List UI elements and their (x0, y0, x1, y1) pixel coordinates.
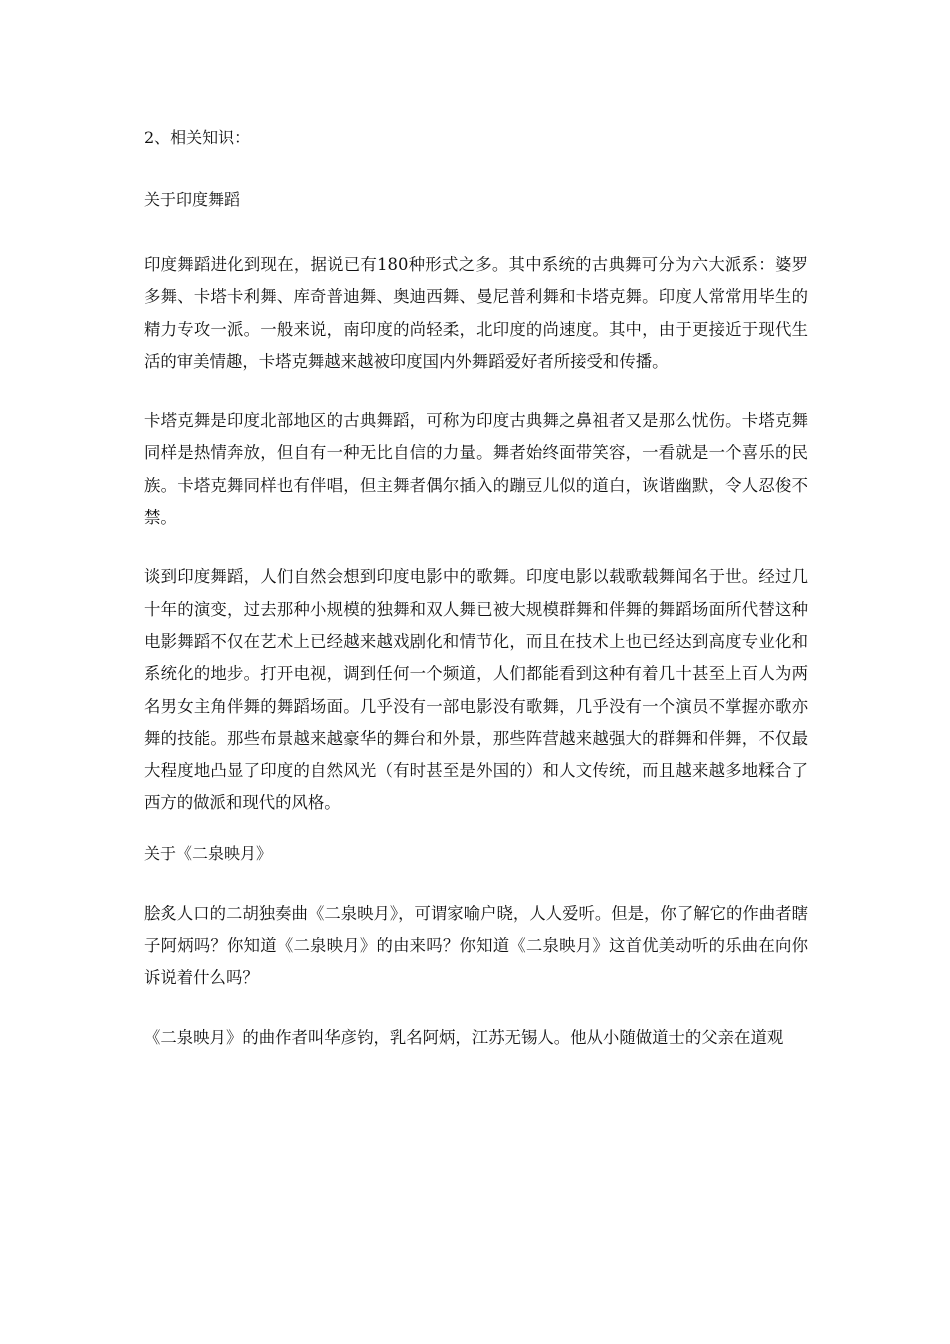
erquan-heading: 关于《二泉映月》 (144, 843, 273, 863)
erquan-paragraph-1: 脍炙人口的二胡独奏曲《二泉映月》，可谓家喻户晓，人人爱听。但是，你了解它的作曲者瞎子阿炳吗？你知道《二泉映月》的由来吗？你知道《二泉映月》这首优美动听的乐曲在向你诉说着什么吗？ (144, 903, 808, 988)
indian-dance-heading: 关于印度舞蹈 (144, 190, 241, 209)
indian-dance-paragraph-1: 印度舞蹈进化到现在，据说已有180种形式之多。其中系统的古典舞可分为六大派系：婆罗多舞、卡塔卡利舞、库奇普迪舞、奥迪西舞、曼尼普利舞和卡塔克舞。印度人常常用毕生的精力专攻一派。一般来说，南印度的尚轻柔，北印度的尚速度。其中，由于更接近于现代生活的审美情趣，卡塔克舞越来越被印度国内外舞蹈爱好者所接受和传播。 (144, 255, 808, 371)
erquan-paragraph-2: 《二泉映月》的曲作者叫华彦钧，乳名阿炳，江苏无锡人。他从小随做道士的父亲在道观 (144, 1027, 784, 1047)
section-heading: 2、相关知识： (144, 128, 251, 147)
indian-dance-paragraph-3: 谈到印度舞蹈，人们自然会想到印度电影中的歌舞。印度电影以载歌载舞闻名于世。经过几十年的演变，过去那种小规模的独舞和双人舞已被大规模群舞和伴舞的舞蹈场面所代替这种电影舞蹈不仅在艺术上已经越来越戏剧化和情节化，而且在技术上也已经达到高度专业化和系统化的地步。打开电视，调到任何一个频道，人们都能看到这种有着几十甚至上百人为两名男女主角伴舞的舞蹈场面。几乎没有一部电影没有歌舞，几乎没有一个演员不掌握亦歌亦舞的技能。那些布景越来越豪华的舞台和外景，那些阵营越来越强大的群舞和伴舞，不仅最大程度地凸显了印度的自然风光（有时甚至是外国的）和人文传统，而且越来越多地糅合了西方的做派和现代的风格。 (144, 567, 808, 813)
document-body (144, 124, 808, 1054)
indian-dance-paragraph-2: 卡塔克舞是印度北部地区的古典舞蹈，可称为印度古典舞之鼻祖者又是那么忧伤。卡塔克舞同样是热情奔放，但自有一种无比自信的力量。舞者始终面带笑容，一看就是一个喜乐的民族。卡塔克舞同样也有伴唱，但主舞者偶尔插入的蹦豆儿似的道白，诙谐幽默，令人忍俊不禁。 (144, 411, 808, 528)
